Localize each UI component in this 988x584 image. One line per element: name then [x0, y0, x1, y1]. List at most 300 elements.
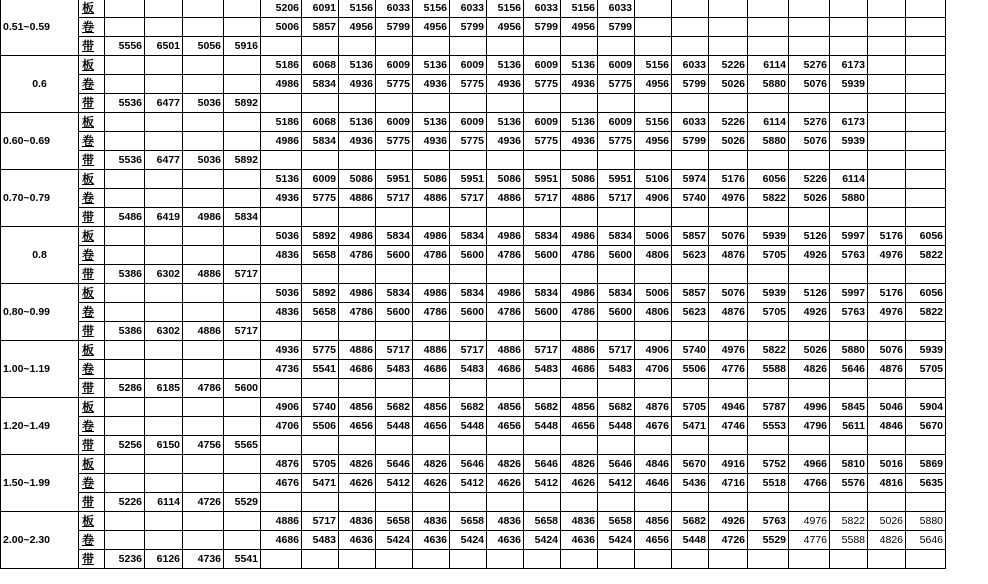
- price-cell: 4786: [339, 303, 376, 322]
- price-cell: 5939: [830, 132, 868, 151]
- price-cell: [339, 265, 376, 284]
- price-cell: 4936: [339, 75, 376, 94]
- price-cell: 5658: [376, 512, 413, 531]
- price-cell: [524, 265, 561, 284]
- price-cell: 4986: [261, 132, 302, 151]
- price-cell: 5136: [487, 113, 524, 132]
- price-cell: [635, 151, 672, 170]
- price-cell: 5845: [830, 398, 868, 417]
- price-cell: 5834: [376, 284, 413, 303]
- price-cell: [748, 151, 789, 170]
- price-cell: 5799: [376, 18, 413, 37]
- price-cell: 6068: [302, 113, 339, 132]
- price-cell: [105, 227, 145, 246]
- price-cell: [224, 18, 261, 37]
- price-cell: 5916: [224, 37, 261, 56]
- table-row: [1, 398, 946, 417]
- price-cell: 4856: [487, 398, 524, 417]
- price-cell: [105, 170, 145, 189]
- price-cell: [183, 170, 224, 189]
- price-cell: 5763: [748, 512, 789, 531]
- product-type-cell: 带: [79, 379, 105, 398]
- price-cell: 5412: [450, 474, 487, 493]
- price-cell: 6056: [748, 170, 789, 189]
- table-row: [1, 18, 946, 37]
- price-cell: 5553: [748, 417, 789, 436]
- price-cell: 5136: [561, 56, 598, 75]
- price-cell: 5226: [105, 493, 145, 512]
- price-cell: [709, 37, 748, 56]
- price-cell: 4886: [561, 341, 598, 360]
- price-cell: 4716: [709, 474, 748, 493]
- price-cell: [376, 322, 413, 341]
- price-cell: 5892: [224, 94, 261, 113]
- price-cell: [906, 493, 946, 512]
- price-cell: 4826: [789, 360, 830, 379]
- price-cell: 6477: [145, 94, 183, 113]
- price-cell: [183, 455, 224, 474]
- price-cell: 6009: [598, 113, 635, 132]
- price-cell: [830, 151, 868, 170]
- price-cell: [105, 531, 145, 550]
- price-cell: [748, 550, 789, 569]
- table-row: [1, 265, 946, 284]
- price-cell: 4846: [635, 455, 672, 474]
- price-cell: [789, 550, 830, 569]
- price-cell: 4706: [261, 417, 302, 436]
- price-cell: [224, 227, 261, 246]
- price-cell: 6056: [906, 227, 946, 246]
- price-cell: 5136: [413, 56, 450, 75]
- price-cell: 4886: [413, 341, 450, 360]
- price-cell: 4876: [709, 246, 748, 265]
- price-cell: [906, 208, 946, 227]
- price-cell: [906, 436, 946, 455]
- price-cell: [672, 0, 709, 18]
- price-cell: 4746: [709, 417, 748, 436]
- price-cell: [868, 550, 906, 569]
- price-cell: [105, 360, 145, 379]
- price-cell: [105, 398, 145, 417]
- price-cell: 5006: [261, 18, 302, 37]
- price-cell: 5076: [789, 75, 830, 94]
- price-cell: [487, 151, 524, 170]
- price-cell: [224, 113, 261, 132]
- price-cell: [145, 189, 183, 208]
- price-cell: 5026: [789, 341, 830, 360]
- price-cell: 5834: [302, 75, 339, 94]
- price-cell: 4856: [339, 398, 376, 417]
- price-cell: 5086: [339, 170, 376, 189]
- price-cell: [413, 493, 450, 512]
- price-cell: 4836: [561, 512, 598, 531]
- table-row: [1, 227, 946, 246]
- price-cell: [302, 208, 339, 227]
- price-cell: [145, 398, 183, 417]
- price-cell: 5386: [105, 322, 145, 341]
- price-cell: 5483: [302, 531, 339, 550]
- price-cell: 4636: [561, 531, 598, 550]
- price-cell: 5600: [376, 303, 413, 322]
- product-type-cell: 卷: [79, 303, 105, 322]
- price-cell: 5448: [672, 531, 709, 550]
- price-cell: [524, 94, 561, 113]
- price-cell: [105, 56, 145, 75]
- table-row: [1, 189, 946, 208]
- table-row: [1, 208, 946, 227]
- table-row: [1, 512, 946, 531]
- price-cell: [183, 398, 224, 417]
- price-cell: [748, 493, 789, 512]
- price-cell: 5036: [261, 284, 302, 303]
- price-cell: [789, 0, 830, 18]
- price-cell: [339, 493, 376, 512]
- price-cell: [145, 113, 183, 132]
- price-cell: [376, 436, 413, 455]
- price-cell: [672, 436, 709, 455]
- price-cell: [561, 94, 598, 113]
- price-cell: 4946: [709, 398, 748, 417]
- price-cell: 5705: [748, 246, 789, 265]
- price-cell: 4826: [487, 455, 524, 474]
- price-cell: 5834: [524, 227, 561, 246]
- price-cell: 4626: [413, 474, 450, 493]
- price-cell: 5600: [450, 303, 487, 322]
- price-cell: [830, 379, 868, 398]
- price-cell: 4656: [561, 417, 598, 436]
- price-cell: [709, 436, 748, 455]
- price-cell: 5822: [906, 303, 946, 322]
- price-cell: [868, 322, 906, 341]
- price-cell: [830, 94, 868, 113]
- price-cell: 5658: [302, 303, 339, 322]
- price-cell: 5424: [524, 531, 561, 550]
- price-cell: [906, 18, 946, 37]
- price-cell: 5529: [224, 493, 261, 512]
- price-cell: 4686: [413, 360, 450, 379]
- product-type-cell: 卷: [79, 246, 105, 265]
- price-cell: [450, 208, 487, 227]
- product-type-cell: 带: [79, 493, 105, 512]
- price-cell: 5705: [748, 303, 789, 322]
- price-cell: 6033: [672, 113, 709, 132]
- price-cell: [748, 322, 789, 341]
- price-cell: [561, 436, 598, 455]
- price-cell: 5799: [672, 75, 709, 94]
- price-cell: [868, 56, 906, 75]
- thickness-range-cell: 1.00~1.19: [1, 341, 79, 398]
- price-cell: [598, 436, 635, 455]
- price-cell: 5834: [598, 227, 635, 246]
- price-cell: [302, 550, 339, 569]
- price-cell: 5156: [339, 0, 376, 18]
- price-cell: 5226: [709, 56, 748, 75]
- price-cell: 5448: [524, 417, 561, 436]
- price-cell: [487, 37, 524, 56]
- price-cell: 5386: [105, 265, 145, 284]
- price-cell: 4956: [561, 18, 598, 37]
- price-cell: 4786: [339, 246, 376, 265]
- price-cell: 6173: [830, 113, 868, 132]
- table-row: [1, 0, 946, 18]
- price-cell: [376, 379, 413, 398]
- table-row: [1, 531, 946, 550]
- price-cell: [450, 37, 487, 56]
- price-cell: [224, 246, 261, 265]
- price-cell: [709, 550, 748, 569]
- product-type-cell: 卷: [79, 474, 105, 493]
- price-cell: 4986: [261, 75, 302, 94]
- price-cell: 4976: [709, 189, 748, 208]
- price-cell: [450, 550, 487, 569]
- price-cell: [413, 208, 450, 227]
- price-cell: [105, 189, 145, 208]
- price-cell: [709, 493, 748, 512]
- price-cell: 6068: [302, 56, 339, 75]
- price-cell: 4736: [183, 550, 224, 569]
- price-cell: 4986: [183, 208, 224, 227]
- price-cell: [524, 493, 561, 512]
- price-cell: 5799: [672, 132, 709, 151]
- price-cell: 5541: [302, 360, 339, 379]
- price-cell: [561, 493, 598, 512]
- price-cell: 6126: [145, 550, 183, 569]
- price-cell: 5611: [830, 417, 868, 436]
- price-cell: 5646: [524, 455, 561, 474]
- price-cell: [224, 303, 261, 322]
- price-cell: 5483: [376, 360, 413, 379]
- price-cell: [302, 322, 339, 341]
- price-cell: 5775: [598, 75, 635, 94]
- price-cell: 6009: [302, 170, 339, 189]
- price-cell: [906, 113, 946, 132]
- price-cell: 5176: [868, 227, 906, 246]
- price-cell: [789, 151, 830, 170]
- table-row: [1, 56, 946, 75]
- price-cell: 5670: [672, 455, 709, 474]
- price-cell: 5997: [830, 284, 868, 303]
- price-cell: [561, 265, 598, 284]
- price-cell: 5424: [598, 531, 635, 550]
- price-cell: [413, 436, 450, 455]
- price-cell: [709, 18, 748, 37]
- price-cell: [672, 265, 709, 284]
- price-cell: 6477: [145, 151, 183, 170]
- price-cell: [302, 265, 339, 284]
- product-type-cell: 带: [79, 436, 105, 455]
- price-cell: 5424: [450, 531, 487, 550]
- table-row: [1, 436, 946, 455]
- price-cell: 5717: [598, 341, 635, 360]
- price-cell: 5600: [598, 303, 635, 322]
- product-type-cell: 带: [79, 151, 105, 170]
- price-cell: [868, 37, 906, 56]
- price-cell: [868, 493, 906, 512]
- price-cell: 5763: [830, 303, 868, 322]
- price-cell: 6185: [145, 379, 183, 398]
- price-cell: 5176: [868, 284, 906, 303]
- price-cell: 5086: [413, 170, 450, 189]
- price-cell: 4936: [261, 341, 302, 360]
- price-cell: 4856: [635, 512, 672, 531]
- price-cell: [302, 37, 339, 56]
- price-cell: 5939: [748, 284, 789, 303]
- price-cell: 5600: [224, 379, 261, 398]
- price-cell: 5412: [524, 474, 561, 493]
- price-cell: [339, 379, 376, 398]
- price-cell: [105, 417, 145, 436]
- price-cell: 5775: [524, 132, 561, 151]
- price-cell: 4986: [561, 284, 598, 303]
- price-cell: [302, 493, 339, 512]
- price-cell: [145, 531, 183, 550]
- price-cell: 5951: [598, 170, 635, 189]
- price-cell: [339, 37, 376, 56]
- price-cell: 4646: [635, 474, 672, 493]
- price-cell: [105, 341, 145, 360]
- price-cell: 4986: [487, 284, 524, 303]
- price-cell: [145, 0, 183, 18]
- thickness-range-cell: 0.70~0.79: [1, 170, 79, 227]
- price-cell: 6033: [376, 0, 413, 18]
- price-cell: [376, 208, 413, 227]
- price-cell: [450, 436, 487, 455]
- price-cell: [635, 37, 672, 56]
- price-cell: 5276: [789, 113, 830, 132]
- price-cell: [789, 436, 830, 455]
- price-cell: [487, 379, 524, 398]
- price-cell: [261, 493, 302, 512]
- price-cell: 4886: [487, 341, 524, 360]
- price-cell: 5717: [376, 189, 413, 208]
- table-row: [1, 170, 946, 189]
- price-cell: [906, 0, 946, 18]
- price-cell: 4826: [339, 455, 376, 474]
- price-cell: 4796: [789, 417, 830, 436]
- table-row: [1, 246, 946, 265]
- price-cell: 4786: [183, 379, 224, 398]
- price-cell: [261, 436, 302, 455]
- price-cell: [183, 474, 224, 493]
- price-cell: [672, 379, 709, 398]
- price-cell: 5787: [748, 398, 789, 417]
- price-cell: 4836: [261, 303, 302, 322]
- price-cell: 5026: [789, 189, 830, 208]
- table-row: [1, 379, 946, 398]
- price-cell: [598, 37, 635, 56]
- price-cell: [183, 75, 224, 94]
- price-cell: 5717: [224, 265, 261, 284]
- table-row: [1, 75, 946, 94]
- price-cell: 6009: [598, 56, 635, 75]
- price-cell: [789, 265, 830, 284]
- price-cell: [339, 550, 376, 569]
- price-cell: [183, 531, 224, 550]
- price-cell: 5880: [830, 341, 868, 360]
- price-cell: 5186: [261, 113, 302, 132]
- price-cell: [183, 512, 224, 531]
- price-cell: 5880: [748, 75, 789, 94]
- price-cell: 5256: [105, 436, 145, 455]
- table-row: [1, 360, 946, 379]
- price-cell: 5951: [376, 170, 413, 189]
- price-cell: 5951: [524, 170, 561, 189]
- price-cell: [830, 550, 868, 569]
- price-cell: [672, 322, 709, 341]
- table-row: [1, 341, 946, 360]
- price-cell: [224, 189, 261, 208]
- price-cell: 5810: [830, 455, 868, 474]
- price-cell: [672, 18, 709, 37]
- price-cell: [906, 151, 946, 170]
- price-cell: [868, 132, 906, 151]
- price-cell: 4936: [413, 132, 450, 151]
- price-cell: 5076: [789, 132, 830, 151]
- price-cell: [524, 550, 561, 569]
- price-cell: 4756: [183, 436, 224, 455]
- price-cell: [789, 94, 830, 113]
- price-cell: [868, 151, 906, 170]
- price-cell: 5136: [261, 170, 302, 189]
- price-cell: [830, 37, 868, 56]
- price-cell: [224, 360, 261, 379]
- price-cell: 5506: [302, 417, 339, 436]
- price-cell: [261, 550, 302, 569]
- price-cell: 5136: [413, 113, 450, 132]
- price-cell: 4656: [635, 531, 672, 550]
- price-cell: 5136: [561, 113, 598, 132]
- price-cell: 5206: [261, 0, 302, 18]
- price-cell: 4876: [635, 398, 672, 417]
- price-cell: 5536: [105, 94, 145, 113]
- price-cell: [635, 436, 672, 455]
- price-cell: 5046: [868, 398, 906, 417]
- price-cell: [598, 265, 635, 284]
- price-cell: 4986: [487, 227, 524, 246]
- price-cell: 4816: [868, 474, 906, 493]
- price-cell: 4956: [487, 18, 524, 37]
- price-cell: 4906: [635, 341, 672, 360]
- price-cell: [709, 208, 748, 227]
- table-row: [1, 303, 946, 322]
- price-cell: 5799: [598, 18, 635, 37]
- price-cell: 5892: [302, 284, 339, 303]
- price-cell: 5682: [672, 512, 709, 531]
- price-cell: 5834: [376, 227, 413, 246]
- price-cell: 5424: [376, 531, 413, 550]
- price-cell: [672, 493, 709, 512]
- price-cell: 5682: [450, 398, 487, 417]
- price-cell: [789, 322, 830, 341]
- price-cell: 4726: [183, 493, 224, 512]
- product-type-cell: 卷: [79, 18, 105, 37]
- price-cell: 5126: [789, 284, 830, 303]
- price-cell: 5086: [487, 170, 524, 189]
- price-cell: [561, 151, 598, 170]
- price-cell: [450, 493, 487, 512]
- price-cell: 5822: [748, 189, 789, 208]
- price-cell: [487, 493, 524, 512]
- price-cell: [868, 170, 906, 189]
- price-cell: [709, 0, 748, 18]
- price-cell: 5176: [709, 170, 748, 189]
- price-cell: [145, 455, 183, 474]
- price-cell: 4986: [339, 227, 376, 246]
- price-cell: 5834: [450, 227, 487, 246]
- product-type-cell: 带: [79, 208, 105, 227]
- product-type-cell: 板: [79, 284, 105, 303]
- price-cell: [145, 303, 183, 322]
